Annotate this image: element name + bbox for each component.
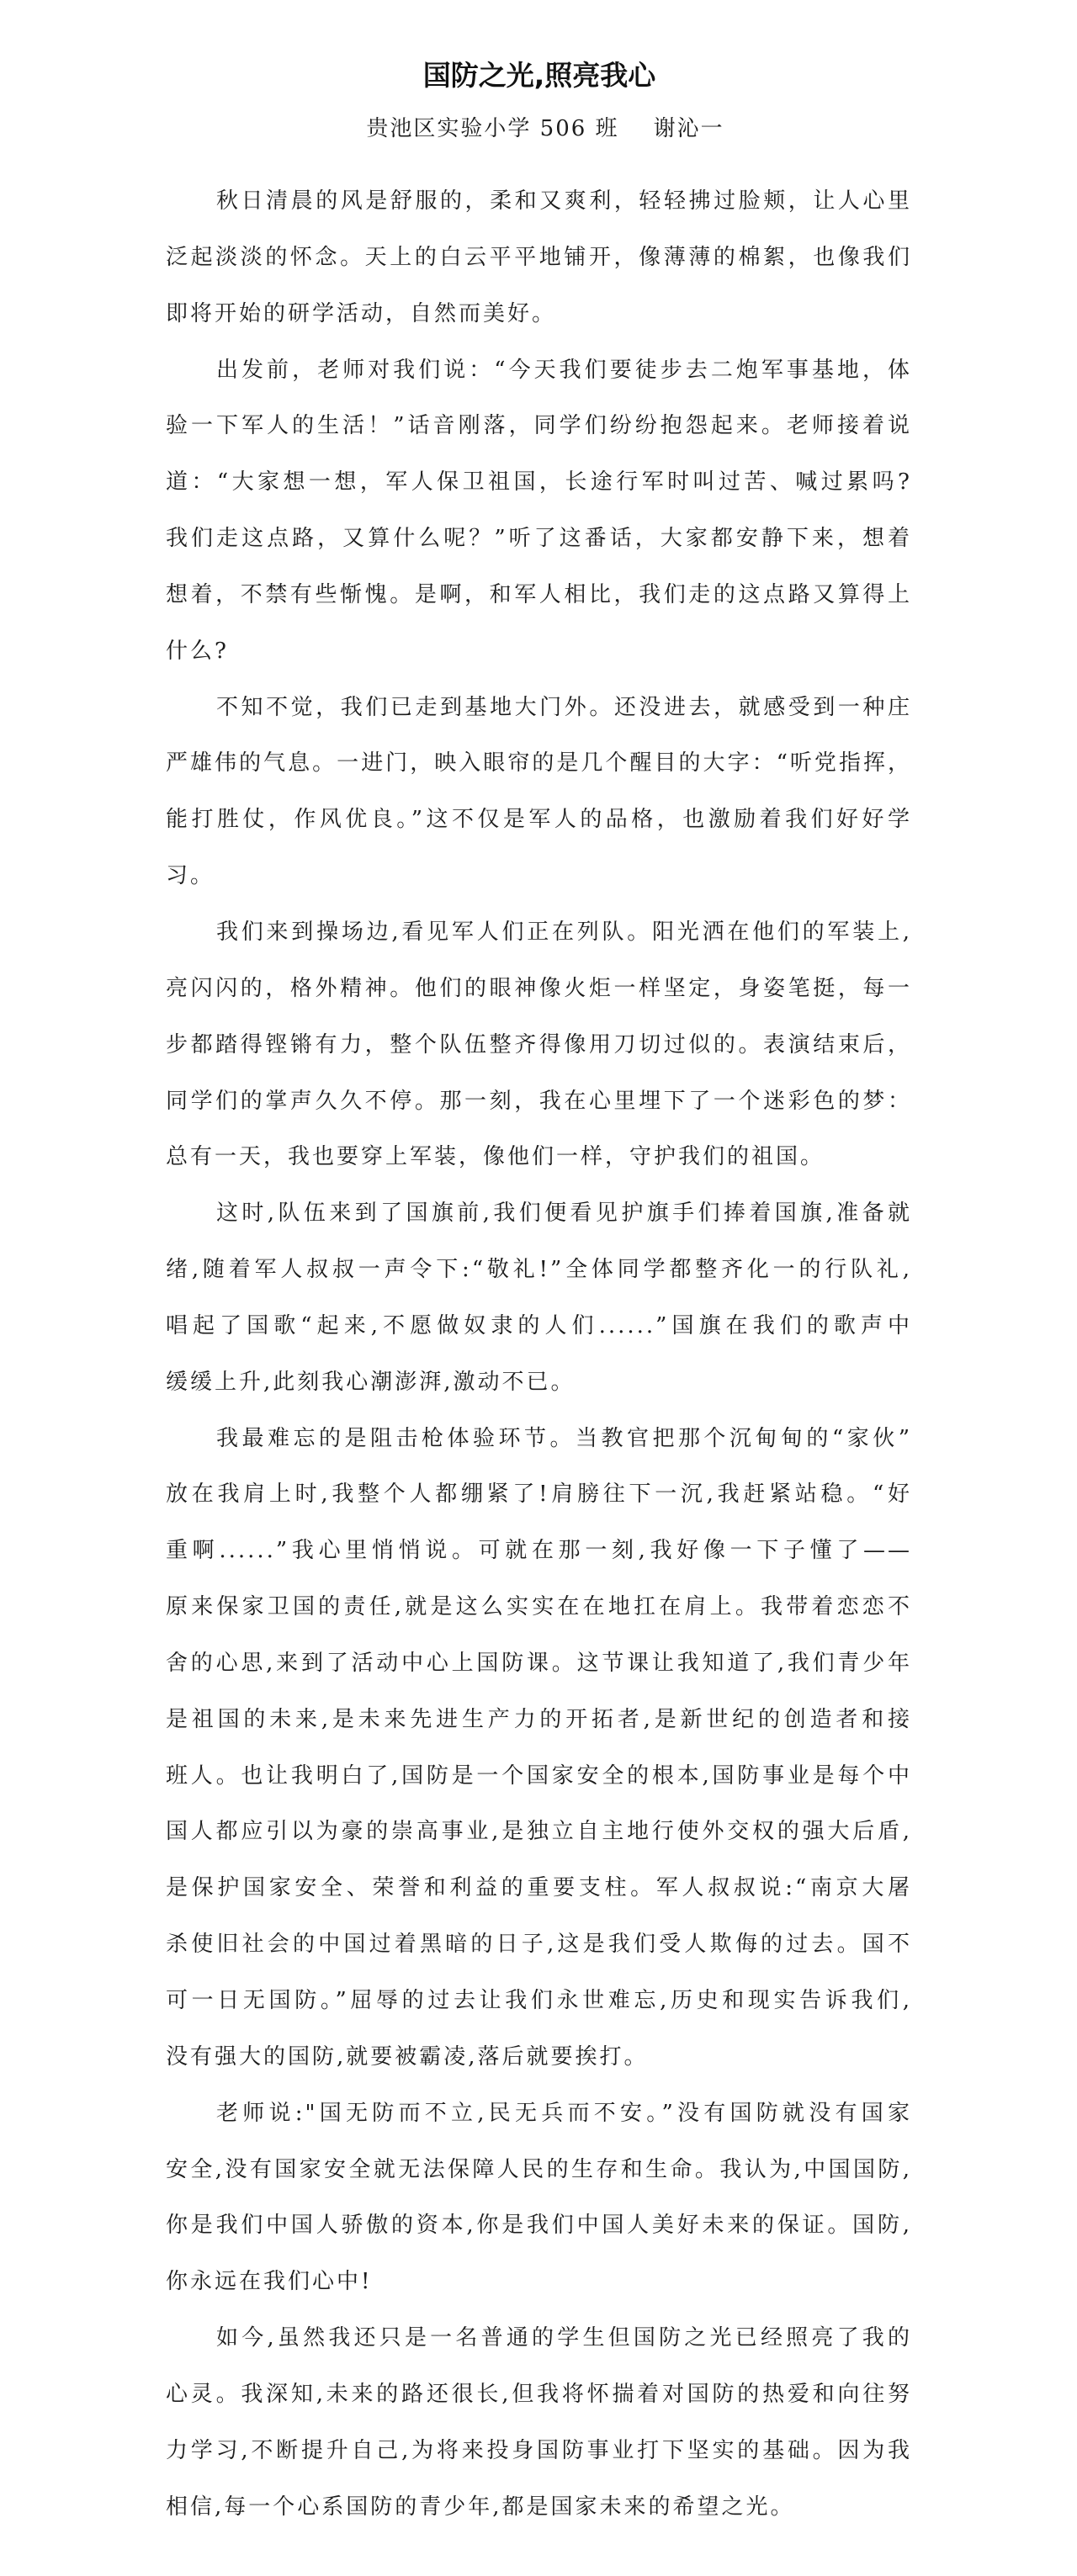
text-line: 亮闪闪的，格外精神。他们的眼神像火炬一样坚定，身姿笔挺，每一 <box>166 975 912 1001</box>
text-line: 可一日无国防。”屈辱的过去让我们永世难忘,历史和现实告诉我们, <box>166 1988 912 2013</box>
text-line: 舍的心思,来到了活动中心上国防课。这节课让我知道了,我们青少年 <box>166 1650 912 1676</box>
text-line: 什么? <box>166 638 229 664</box>
text-line: 缓缓上升,此刻我心潮澎湃,激动不已。 <box>166 1369 576 1395</box>
text-line: 没有强大的国防,就要被霸凌,落后就要挨打。 <box>166 2043 649 2070</box>
text-line: 我最难忘的是阻击枪体验环节。当教官把那个沉甸甸的“家伙” <box>216 1425 912 1451</box>
paragraph <box>166 2310 912 2535</box>
text-line: 原来保家卫国的责任,就是这么实实在在地扛在肩上。我带着恋恋不 <box>166 1594 912 1620</box>
text-line: 安全,没有国家安全就无法保障人民的生存和生命。我认为,中国国防, <box>166 2156 912 2182</box>
text-line: 同学们的掌声久久不停。那一刻，我在心里埋下了一个迷彩色的梦： <box>166 1088 912 1114</box>
paragraph <box>166 1411 912 2086</box>
text-line: 能打胜仗，作风优良。”这不仅是军人的品格，也激励着我们好好学 <box>166 807 912 833</box>
author-byline: 贵池区实验小学 506 班 谢沁一 <box>366 116 724 141</box>
text-line: 验一下军人的生活！”话音刚落，同学们纷纷抱怨起来。老师接着说 <box>166 413 912 439</box>
text-line: 重啊......”我心里悄悄说。可就在那一刻,我好像一下子懂了—— <box>166 1538 912 1564</box>
text-line: 即将开始的研学活动，自然而美好。 <box>166 300 557 326</box>
text-line: 杀使旧社会的中国过着黑暗的日子,这是我们受人欺侮的过去。国不 <box>166 1932 912 1958</box>
paragraph <box>166 173 912 342</box>
text-line: 总有一天，我也要穿上军装，像他们一样，守护我们的祖国。 <box>166 1144 825 1170</box>
text-line: 想着，不禁有些惭愧。是啊，和军人相比，我们走的这点路又算得上 <box>166 581 912 607</box>
text-line: 严雄伟的气息。一进门，映入眼帘的是几个醒目的大字：“听党指挥， <box>166 750 912 777</box>
text-line: 你是我们中国人骄傲的资本,你是我们中国人美好未来的保证。国防, <box>166 2213 912 2239</box>
text-line: 国人都应引以为豪的崇高事业,是独立自主地行使外交权的强大后盾, <box>166 1819 912 1845</box>
text-line: 不知不觉，我们已走到基地大门外。还没进去，就感受到一种庄 <box>216 694 912 720</box>
paragraph <box>166 904 912 1185</box>
text-line: 相信,每一个心系国防的青少年,都是国家未来的希望之光。 <box>166 2494 795 2520</box>
paragraph <box>166 342 912 680</box>
text-line: 老师说:"国无防而不立,民无兵而不安。”没有国防就没有国家 <box>216 2100 912 2126</box>
text-line: 秋日清晨的风是舒服的，柔和又爽利，轻轻拂过脸颊，让人心里 <box>216 188 912 214</box>
text-line: 班人。也让我明白了,国防是一个国家安全的根本,国防事业是每个中 <box>166 1762 912 1789</box>
paragraph <box>166 680 912 904</box>
text-line: 力学习,不断提升自己,为将来投身国防事业打下坚实的基础。因为我 <box>166 2437 912 2463</box>
text-line: 放在我肩上时,我整个人都绷紧了!肩膀往下一沉,我赶紧站稳。“好 <box>166 1481 912 1508</box>
text-line: 泛起淡淡的怀念。天上的白云平平地铺开，像薄薄的棉絮，也像我们 <box>166 244 912 270</box>
text-line: 我们来到操场边,看见军人们正在列队。阳光洒在他们的军装上, <box>216 919 912 945</box>
paragraph <box>166 2086 912 2310</box>
text-line: 出发前，老师对我们说：“今天我们要徒步去二炮军事基地，体 <box>216 357 912 383</box>
text-line: 心灵。我深知,未来的路还很长,但我将怀揣着对国防的热爱和向往努 <box>166 2381 912 2407</box>
text-line: 这时,队伍来到了国旗前,我们便看见护旗手们捧着国旗,准备就 <box>216 1201 912 1227</box>
text-line: 道：“大家想一想，军人保卫祖国，长途行军时叫过苦、喊过累吗? <box>166 469 912 496</box>
text-line: 步都踏得铿锵有力，整个队伍整齐得像用刀切过似的。表演结束后， <box>166 1031 912 1057</box>
text-line: 绪,随着军人叔叔一声令下:“敬礼!”全体同学都整齐化一的行队礼, <box>166 1257 912 1283</box>
text-line: 你永远在我们心中! <box>166 2269 373 2295</box>
text-line: 唱起了国歌“起来,不愿做奴隶的人们......”国旗在我们的歌声中 <box>166 1312 912 1338</box>
text-line: 是祖国的未来,是未来先进生产力的开拓者,是新世纪的创造者和接 <box>166 1706 912 1732</box>
text-line: 如今,虽然我还只是一名普通的学生但国防之光已经照亮了我的 <box>216 2325 912 2351</box>
document-title: 国防之光,照亮我心 <box>422 59 656 92</box>
text-line: 我们走这点路，又算什么呢？”听了这番话，大家都安静下来，想着 <box>166 526 912 552</box>
paragraph <box>166 1185 912 1410</box>
text-line: 习。 <box>166 863 215 889</box>
text-line: 是保护国家安全、荣誉和利益的重要支柱。军人叔叔说:“南京大屠 <box>166 1875 912 1901</box>
essay-body <box>166 173 912 2535</box>
